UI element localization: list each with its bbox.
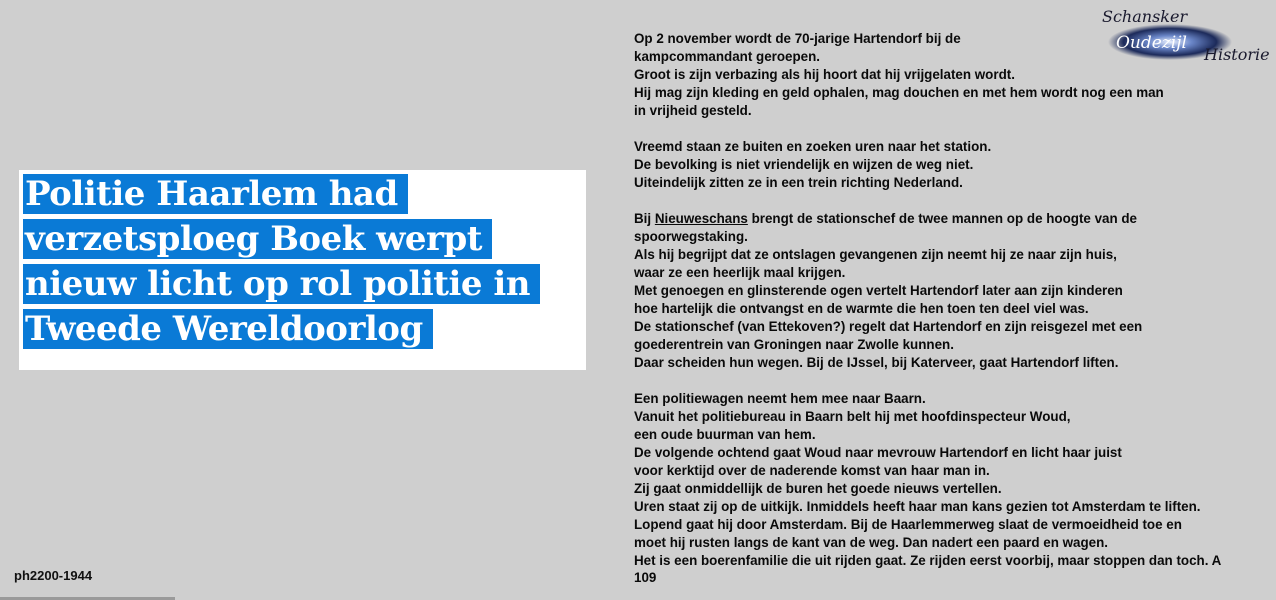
story-line: kampcommandant geroepen. [634,49,821,64]
story-line: De bevolking is niet vriendelijk en wijzen de weg niet. [634,157,974,172]
logo-text-1: Schansker [1102,7,1188,26]
story-line: Uren staat zij op de uitkijk. Inmiddels heeft haar man kans gezien tot Amsterdam te liften. [634,499,1201,514]
headline-line-1: Politie Haarlem had [23,172,586,217]
story-line: Groot is zijn verbazing als hij hoort dat hij vrijgelaten wordt. [634,67,1015,82]
nieuweschans-link[interactable]: Nieuweschans [654,211,748,226]
story-line: De stationschef (van Ettekoven?) regelt dat Hartendorf en zijn reisgezel met een [634,319,1143,334]
story-line: De volgende ochtend gaat Woud naar mevrouw Hartendorf en licht haar juist [634,445,1122,460]
story-line: Vanuit het politiebureau in Baarn belt hij met hoofdinspecteur Woud, [634,409,1071,424]
headline-line-2: verzetsploeg Boek werpt [23,217,586,262]
blank-line [634,192,1274,210]
story-line: goederentrein van Groningen naar Zwolle kunnen. [634,337,954,352]
page-number: 109 [634,570,657,585]
story-line: hoe hartelijk die ontvangst en de warmte die hen toen ten deel viel was. [634,301,1089,316]
story-line: Uiteindelijk zitten ze in een trein richting Nederland. [634,175,963,190]
paragraph-2 [634,138,1274,192]
story-line: Bij Nieuweschans brengt de stationschef de twee mannen op de hoogte van de [634,211,1138,226]
story-line: spoorwegstaking. [634,229,748,244]
story-line: in vrijheid gesteld. [634,103,752,118]
story-line: Daar scheiden hun wegen. Bij de IJssel, bij Katerveer, gaat Hartendorf liften. [634,355,1119,370]
story-line: Lopend gaat hij door Amsterdam. Bij de Haarlemmerweg slaat de vermoeidheid toe en [634,517,1182,532]
headline-line-3: nieuw licht op rol politie in [23,262,586,307]
blank-line [634,120,1274,138]
photo-reference: ph2200-1944 [14,568,93,583]
headline-line-4: Tweede Wereldoorlog [23,307,586,352]
paragraph-3 [634,210,1274,372]
story-line: Op 2 november wordt de 70-jarige Hartendorf bij de [634,31,961,46]
story-text [634,30,1274,570]
logo-text-2: Oudezijl [1116,33,1187,53]
logo-text-3: Historie [1204,45,1270,64]
story-line: Een politiewagen neemt hem mee naar Baarn. [634,391,926,406]
blank-line [634,372,1274,390]
story-line: moet hij rusten langs de kant van de weg. Dan nadert een paard en wagen. [634,535,1108,550]
story-line: Met genoegen en glinsterende ogen vertelt Hartendorf later aan zijn kinderen [634,283,1123,298]
story-line: Vreemd staan ze buiten en zoeken uren naar het station. [634,139,992,154]
story-line: Het is een boerenfamilie die uit rijden gaat. Ze rijden eerst voorbij, maar stoppen dan toch. A [634,553,1222,568]
paragraph-4 [634,390,1274,570]
story-line: Als hij begrijpt dat ze ontslagen gevangenen zijn neemt hij ze naar zijn huis, [634,247,1117,262]
story-line: voor kerktijd over de naderende komst van haar man in. [634,463,990,478]
story-line: Zij gaat onmiddellijk de buren het goede nieuws vertellen. [634,481,1002,496]
story-line: waar ze een heerlijk maal krijgen. [634,265,846,280]
story-line: Hij mag zijn kleding en geld ophalen, mag douchen en met hem wordt nog een man [634,85,1164,100]
headline-clipping [19,170,586,370]
paragraph-1 [634,30,1274,120]
story-line: een oude buurman van hem. [634,427,816,442]
